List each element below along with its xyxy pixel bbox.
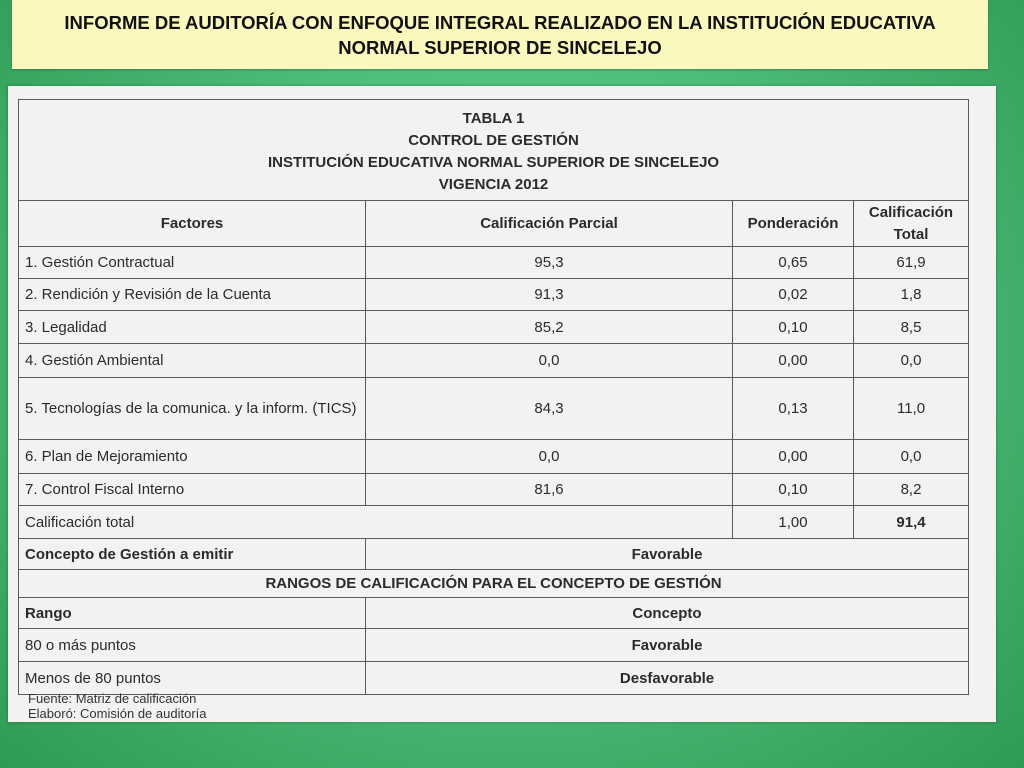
row-total: 8,2 [854,474,969,506]
ranges-title-row [19,570,969,598]
table-title: TABLA 1 [462,110,525,127]
row-weight: 0,13 [733,378,854,440]
row-partial: 81,6 [366,474,733,506]
row-factor: 6. Plan de Mejoramiento [19,440,366,474]
source-note: Fuente: Matriz de calificación [28,691,197,706]
row-factor: 1. Gestión Contractual [19,247,366,279]
ranges-row [19,662,969,695]
concept-value: Favorable [366,539,969,570]
row-total: 0,0 [854,344,969,378]
row-total: 1,8 [854,279,969,311]
row-partial: 95,3 [366,247,733,279]
author-note: Elaboró: Comisión de auditoría [28,706,207,721]
row-factor: 5. Tecnologías de la comunica. y la inform. (TICS) [19,378,366,440]
ranges-header-row [19,598,969,629]
ranges-header-range: Rango [19,598,366,629]
row-weight: 0,65 [733,247,854,279]
header-total: Calificación Total [854,201,969,247]
table-subtitle: CONTROL DE GESTIÓN [408,132,579,149]
total-score: 91,4 [854,506,969,539]
table-row [19,440,969,474]
row-total: 0,0 [854,440,969,474]
header-weight: Ponderación [733,201,854,247]
header-partial: Calificación Parcial [366,201,733,247]
column-header-row [19,201,969,247]
row-weight: 0,10 [733,474,854,506]
row-total: 11,0 [854,378,969,440]
concept-row [19,539,969,570]
row-partial: 0,0 [366,440,733,474]
scanned-table-image [8,86,996,722]
table-row [19,474,969,506]
row-partial: 84,3 [366,378,733,440]
row-factor: 2. Rendición y Revisión de la Cuenta [19,279,366,311]
row-weight: 0,10 [733,311,854,344]
concept-label: Concepto de Gestión a emitir [19,539,366,570]
total-label: Calificación total [19,506,733,539]
row-partial: 91,3 [366,279,733,311]
row-total: 8,5 [854,311,969,344]
table-row [19,344,969,378]
row-factor: 4. Gestión Ambiental [19,344,366,378]
row-factor: 3. Legalidad [19,311,366,344]
row-partial: 85,2 [366,311,733,344]
ranges-title: RANGOS DE CALIFICACIÓN PARA EL CONCEPTO DE GESTIÓN [19,570,969,598]
table-row [19,378,969,440]
row-total: 61,9 [854,247,969,279]
total-weight: 1,00 [733,506,854,539]
ranges-row [19,629,969,662]
title-banner [12,0,988,69]
range-concept: Favorable [366,629,969,662]
row-weight: 0,02 [733,279,854,311]
row-weight: 0,00 [733,344,854,378]
range-label: Menos de 80 puntos [19,662,366,695]
range-label: 80 o más puntos [19,629,366,662]
banner-title-line2: NORMAL SUPERIOR DE SINCELEJO [338,36,662,58]
row-weight: 0,00 [733,440,854,474]
table-institution: INSTITUCIÓN EDUCATIVA NORMAL SUPERIOR DE SINCELEJO [267,154,720,171]
banner-title-line1: INFORME DE AUDITORÍA CON ENFOQUE INTEGRAL REALIZADO EN LA INSTITUCIÓN EDUCATIVA [64,11,936,33]
ranges-header-concept: Concepto [366,598,969,629]
table-row [19,247,969,279]
table-period: VIGENCIA 2012 [438,176,549,193]
control-table [18,99,969,695]
table-row [19,279,969,311]
row-factor: 7. Control Fiscal Interno [19,474,366,506]
table-footnote [28,691,207,721]
table-heading-row [19,100,969,201]
row-partial: 0,0 [366,344,733,378]
range-concept: Desfavorable [366,662,969,695]
header-factors: Factores [19,201,366,247]
total-row [19,506,969,539]
table-row [19,311,969,344]
